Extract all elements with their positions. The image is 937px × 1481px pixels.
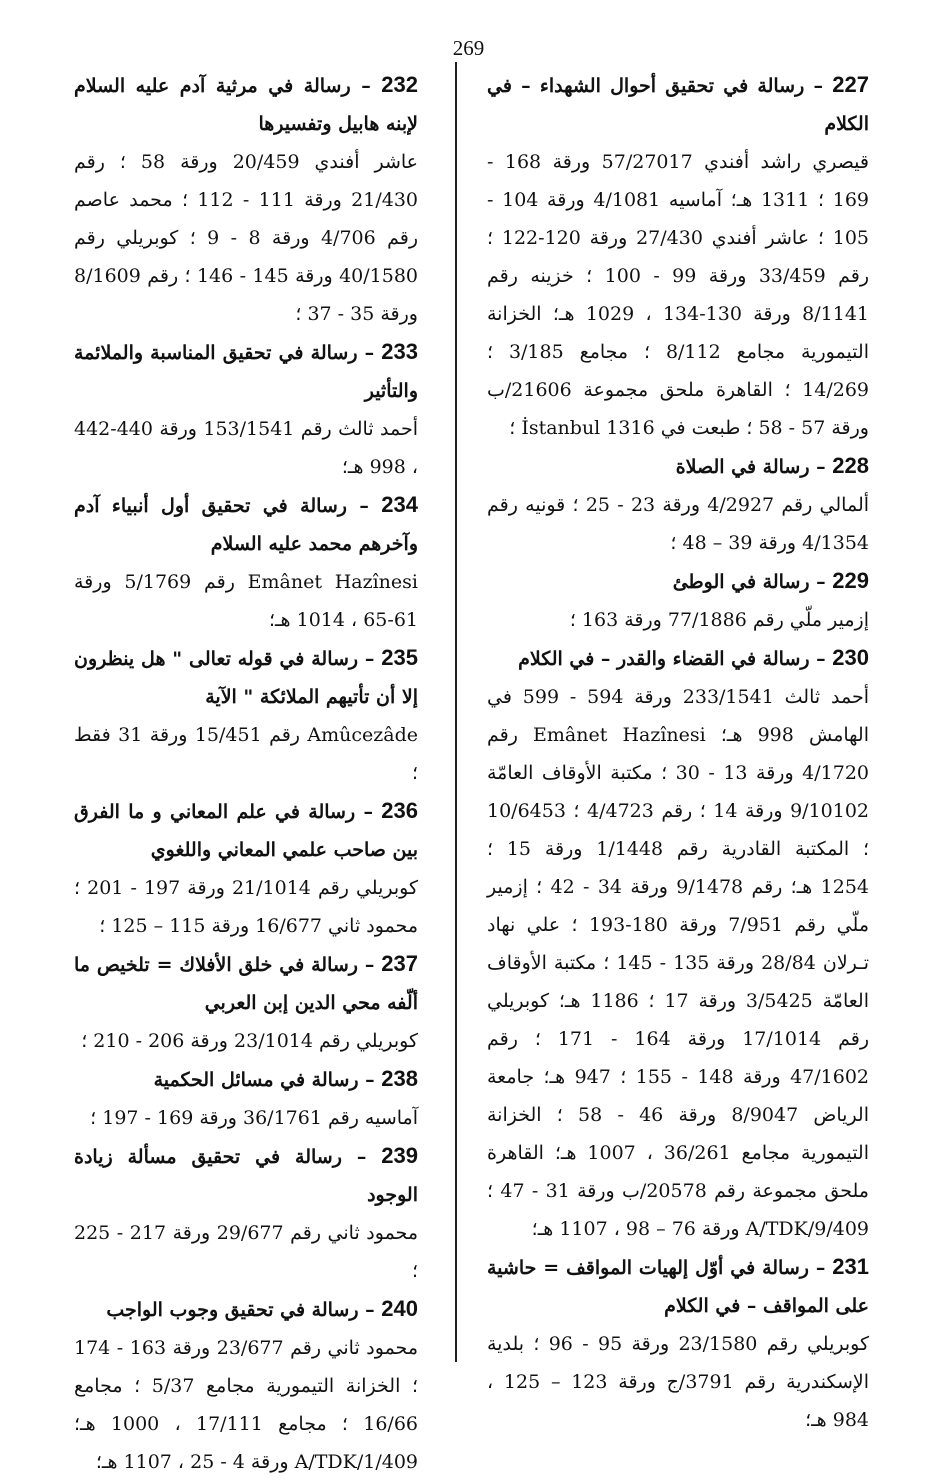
entry-body: إزمير ملّي رقم 77/1886 ورقة 163 ؛ <box>569 609 869 631</box>
entry-number: 238 <box>381 1066 418 1091</box>
entry-title: – رسالة في تحقيق أحوال الشهداء – في الكلام <box>487 75 869 135</box>
entry-number: 232 <box>381 72 418 97</box>
entry-title: – رسالة في خلق الأفلاك = تلخيص ما ألّفه محي الدين إبن العربي <box>74 954 418 1014</box>
entry-237 <box>74 945 418 1060</box>
entry-238 <box>74 1060 418 1137</box>
entry-title: – رسالة في الوطئ <box>672 571 826 593</box>
column-divider <box>455 62 457 1362</box>
entry-number: 228 <box>832 453 869 478</box>
left-column <box>74 66 418 1481</box>
entry-235 <box>74 639 418 792</box>
entry-229 <box>487 562 869 639</box>
entry-body: محمود ثاني رقم 23/677 ورقة 163 - 174 ؛ الخزانة التيمورية مجامع 5/37 ؛ مجامع 16/66 ؛ مجامع 17/111 ، 1000 هـ؛ 1/409/A/TDK ورقة 4 - 25 ، 1107 هـ؛ <box>74 1337 418 1473</box>
entry-body: محمود ثاني رقم 29/677 ورقة 217 - 225 ؛ <box>74 1222 418 1282</box>
entry-title: – رسالة في مرثية آدم عليه السلام لإبنه هابيل وتفسيرها <box>74 75 418 135</box>
entry-239 <box>74 1137 418 1290</box>
entry-title: – رسالة في تحقيق وجوب الواجب <box>106 1299 375 1321</box>
entry-number: 234 <box>381 492 418 517</box>
page-number: 269 <box>452 36 485 60</box>
entry-body: كوبريلي رقم 23/1580 ورقة 95 - 96 ؛ بلدية الإسكندرية رقم 3791/ج ورقة 123 – 125 ، 984 هـ؛ <box>487 1333 869 1431</box>
entry-number: 229 <box>832 568 869 593</box>
entry-title: – رسالة في مسائل الحكمية <box>153 1069 375 1091</box>
entry-232 <box>74 66 418 333</box>
entry-231 <box>487 1248 869 1439</box>
entry-body: Emânet Hazînesi رقم 5/1769 ورقة 61-65 ، 1014 هـ؛ <box>74 571 418 631</box>
entry-title: – رسالة في قوله تعالى " هل ينظرون إلا أن تأتيهم الملائكة " الآية <box>74 648 418 708</box>
entry-number: 237 <box>381 951 418 976</box>
entry-number: 227 <box>832 72 869 97</box>
entry-number: 235 <box>381 645 418 670</box>
entry-227 <box>487 66 869 447</box>
entry-body: ألمالي رقم 4/2927 ورقة 23 - 25 ؛ قونيه رقم 4/1354 ورقة 39 – 48 ؛ <box>487 494 870 554</box>
entry-body: كوبريلي رقم 23/1014 ورقة 206 - 210 ؛ <box>81 1030 418 1052</box>
entry-body: أحمد ثالث 233/1541 ورقة 594 - 599 في الهامش 998 هـ؛ Emânet Hazînesi رقم 4/1720 ورقة 13 - 30 ؛ مكتبة الأوقاف العامّة 9/10102 ورقة 14 ؛ رقم 4/4723 ؛ 10/6453 ؛ المكتبة القادرية رقم 1/1448 ورقة 15 ؛ 1254 هـ؛ رقم 9/1478 ورقة 34 - 42 ؛ إزمير ملّي رقم 7/951 ورقة 180-193 ؛ علي نهاد تـرلان 28/84 ورقة 135 - 145 ؛ مكتبة الأوقاف العامّة 3/5425 ورقة 17 ؛ 1186 هـ؛ كوبريلي رقم 17/1014 ورقة 164 - 171 ؛ رقم 47/1602 ورقة 148 - 155 ؛ 947 هـ؛ جامعة الرياض 8/9047 ورقة 46 - 58 ؛ الخزانة التيمورية مجامع 36/261 ، 1007 هـ؛ القاهرة ملحق مجموعة رقم 20578/ب ورقة 31 - 47 ؛ 9/409/A/TDK ورقة 76 – 98 ، 1107 هـ؛ <box>487 686 870 1240</box>
entry-title: – رسالة في تحقيق مسألة زيادة الوجود <box>74 1146 418 1206</box>
entry-title: – رسالة في تحقيق المناسبة والملائمة والتأثير <box>74 342 418 402</box>
entry-body: قيصري راشد أفندي 57/27017 ورقة 168 - 169 ؛ 1311 هـ؛ آماسيه 4/1081 ورقة 104 - 105 ؛ عاشر أفندي 27/430 ورقة 120-122 ؛ رقم 33/459 ورقة 99 - 100 ؛ خزينه رقم 8/1141 ورقة 130-134 ، 1029 هـ؛ الخزانة التيمورية مجامع 8/112 ؛ مجامع 3/185 ؛ 14/269 ؛ القاهرة ملحق مجموعة 21606/ب ورقة 57 - 58 ؛ طبعت في İstanbul 1316 ؛ <box>487 151 869 439</box>
entry-body: Amûcezâde رقم 15/451 ورقة 31 فقط ؛ <box>74 724 419 784</box>
entry-240 <box>74 1290 418 1481</box>
entry-number: 230 <box>832 645 869 670</box>
entry-228 <box>487 447 869 562</box>
entry-number: 240 <box>381 1296 418 1321</box>
entry-title: – رسالة في الصلاة <box>675 456 826 478</box>
entry-body: آماسيه رقم 36/1761 ورقة 169 - 197 ؛ <box>90 1107 418 1129</box>
entry-title: – رسالة في تحقيق أول أنبياء آدم وآخرهم محمد عليه السلام <box>74 495 418 555</box>
entry-230 <box>487 639 869 1248</box>
entry-number: 239 <box>381 1143 418 1168</box>
entry-body: عاشر أفندي 20/459 ورقة 58 ؛ رقم 21/430 ورقة 111 - 112 ؛ محمد عاصم رقم 4/706 ورقة 8 - 9 ؛ كوبريلي رقم 40/1580 ورقة 145 - 146 ؛ رقم 8/1609 ورقة 35 - 37 ؛ <box>74 151 419 325</box>
entry-number: 236 <box>381 798 418 823</box>
entry-body: أحمد ثالث رقم 153/1541 ورقة 440-442 ، 998 هـ؛ <box>74 418 419 478</box>
entry-title: – رسالة في علم المعاني و ما الفرق بين صاحب علمي المعاني واللغوي <box>74 801 418 861</box>
entry-title: – رسالة في القضاء والقدر – في الكلام <box>518 648 826 670</box>
entry-title: – رسالة في أوّل إلهيات المواقف = حاشية على المواقف – في الكلام <box>487 1257 869 1317</box>
entry-number: 231 <box>832 1254 869 1279</box>
entry-234 <box>74 486 418 639</box>
entry-number: 233 <box>381 339 418 364</box>
right-column <box>487 66 869 1439</box>
entry-233 <box>74 333 418 486</box>
entry-236 <box>74 792 418 945</box>
entry-body: كوبريلي رقم 21/1014 ورقة 197 - 201 ؛ محمود ثاني 16/677 ورقة 115 – 125 ؛ <box>74 877 418 937</box>
